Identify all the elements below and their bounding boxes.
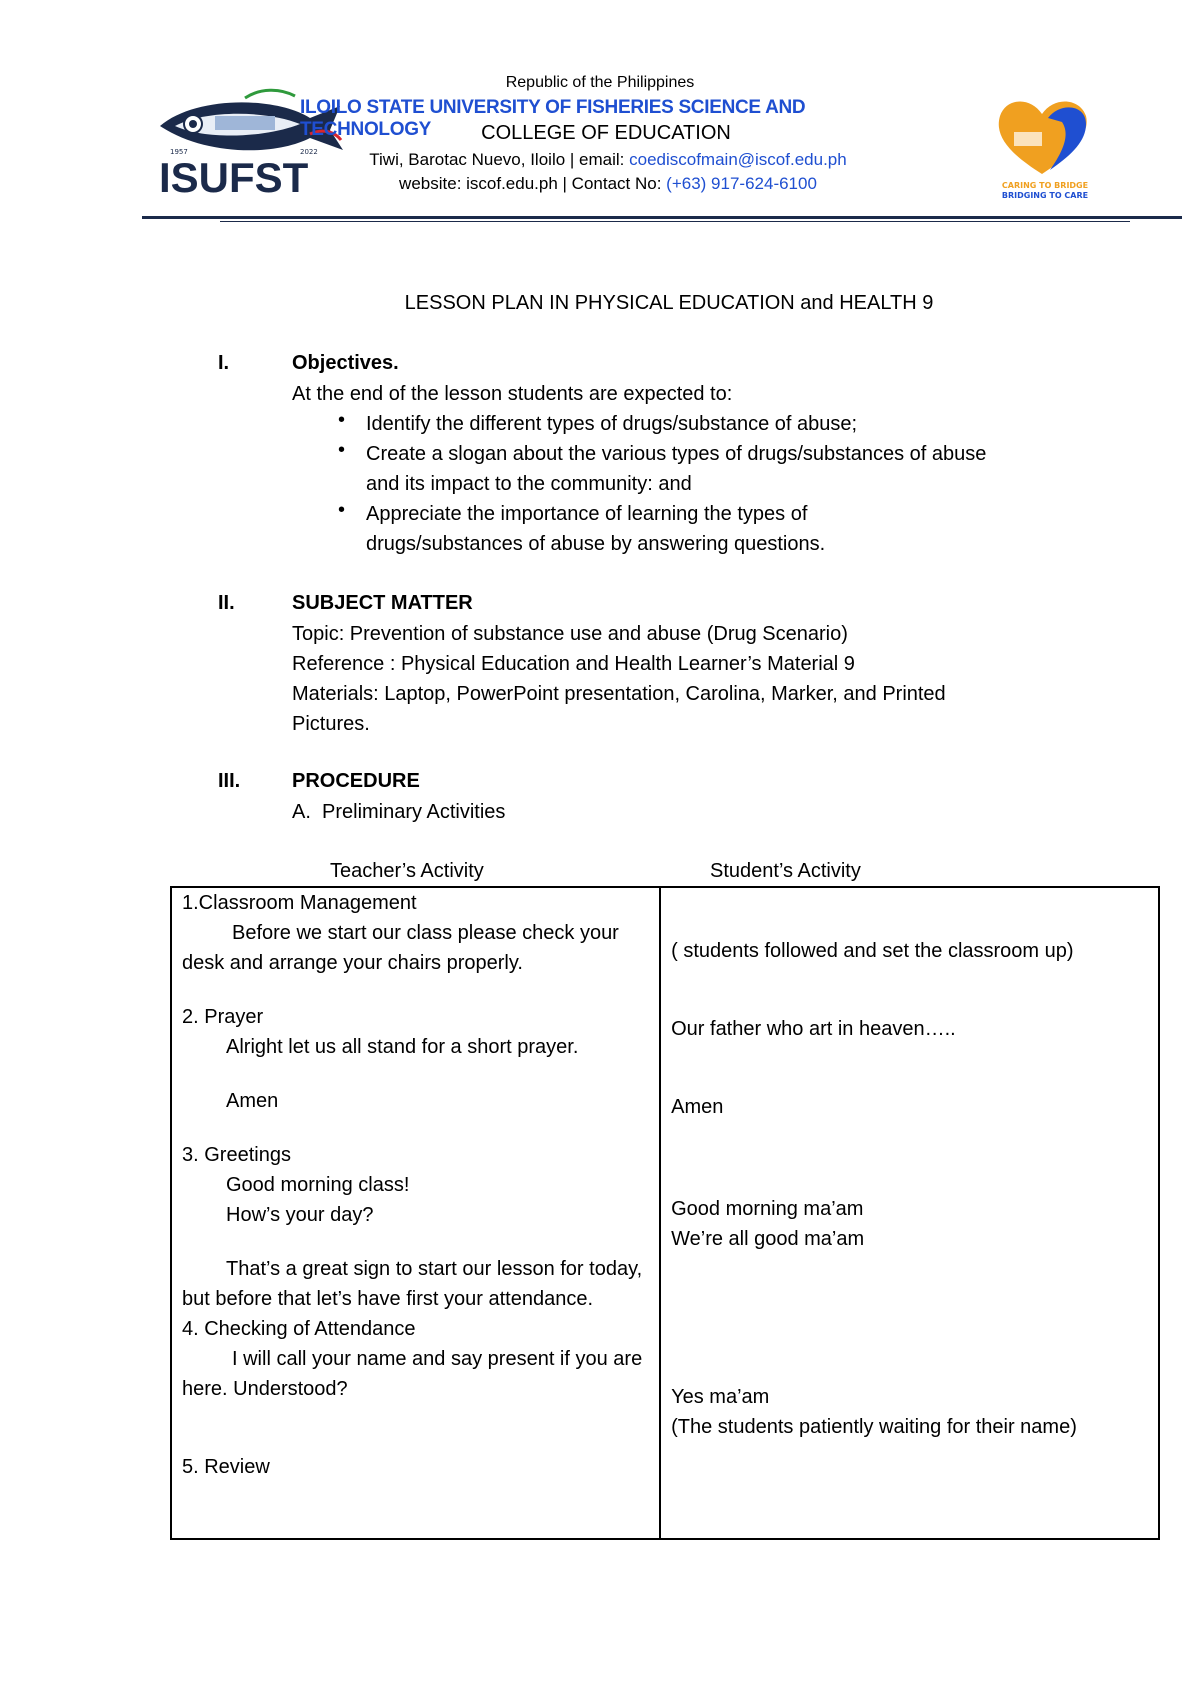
svg-text:ISUFST: ISUFST: [159, 154, 309, 201]
student-greeting-1: Good morning ma’am: [671, 1198, 864, 1220]
objectives-intro: At the end of the lesson students are expected to:: [292, 383, 733, 405]
activity-table: [170, 886, 1160, 1540]
svg-text:1957: 1957: [170, 148, 188, 156]
preliminary-activities: A. Preliminary Activities: [292, 801, 506, 823]
greetings-heading: 3. Greetings: [182, 1144, 291, 1166]
section-numeral-1: I.: [218, 352, 230, 374]
university-name: ILOILO STATE UNIVERSITY OF FISHERIES SCIENCE AND TECHNOLOGY: [300, 97, 806, 140]
teacher-activity-header: Teacher’s Activity: [330, 860, 484, 882]
contact-number: (+63) 917-624-6100: [666, 174, 817, 193]
prayer-text: Alright let us all stand for a short prayer.: [226, 1036, 579, 1058]
bullet-icon: •: [338, 409, 346, 431]
svg-text:2022: 2022: [300, 148, 318, 156]
classroom-management-heading: 1.Classroom Management: [182, 892, 417, 914]
greeting-line-1: Good morning class!: [226, 1174, 410, 1196]
procedure-heading: PROCEDURE: [292, 770, 420, 792]
bullet-icon: •: [338, 439, 346, 461]
address-text: Tiwi, Barotac Nuevo, Iloilo | email:: [369, 150, 630, 169]
greeting-line-2: How’s your day?: [226, 1204, 374, 1226]
objective-item: Appreciate the importance of learning the types of drugs/substances of abuse by answering questions.: [366, 503, 826, 555]
classroom-management-text: [182, 918, 649, 978]
student-activity-cell: [660, 887, 1159, 1539]
svg-text:BRIDGING TO CARE: BRIDGING TO CARE: [1001, 191, 1089, 200]
review-heading: 5. Review: [182, 1456, 270, 1478]
greeting-line-3: That’s a great sign to start our lesson for today, but before that let’s have first your attendance.: [182, 1258, 643, 1310]
topic-line: Topic: Prevention of substance use and abuse (Drug Scenario): [292, 623, 848, 645]
lesson-plan-title: LESSON PLAN IN PHYSICAL EDUCATION and HEALTH 9: [404, 292, 934, 314]
student-greeting-2: We’re all good ma’am: [671, 1228, 865, 1250]
attendance-text: I will call your name and say present if you are here. Understood?: [182, 1348, 643, 1400]
teacher-amen: Amen: [226, 1090, 279, 1112]
teacher-activity-cell: [171, 887, 660, 1539]
student-response-1: ( students followed and set the classroom up): [671, 940, 1074, 962]
svg-text:CARING TO BRIDGE: CARING TO BRIDGE: [1001, 181, 1089, 190]
prayer-heading: 2. Prayer: [182, 1006, 264, 1028]
republic-line: Republic of the Philippines: [505, 74, 695, 91]
student-activity-header: Student’s Activity: [710, 860, 861, 882]
website-text: website: iscof.edu.ph | Contact No:: [399, 174, 667, 193]
email-link[interactable]: coediscofmain@iscof.edu.ph: [629, 150, 847, 169]
student-attendance-2: (The students patiently waiting for their name): [671, 1416, 1077, 1438]
objectives-heading: Objectives.: [292, 352, 399, 374]
college-name: COLLEGE OF EDUCATION: [481, 122, 731, 144]
section-numeral-3: III.: [218, 770, 241, 792]
table-row: [171, 887, 1159, 1539]
classroom-management-body: Before we start our class please check your desk and arrange your chairs properly.: [182, 922, 619, 974]
header-divider-thin: [220, 221, 1130, 222]
bullet-icon: •: [338, 499, 346, 521]
objective-item: Create a slogan about the various types of drugs/substances of abuse and its impact to the community: and: [366, 443, 987, 495]
materials-line: Materials: Laptop, PowerPoint presentation, Carolina, Marker, and Printed Pictures.: [292, 683, 946, 735]
college-logo-right: [990, 92, 1100, 202]
student-amen: Amen: [671, 1096, 724, 1118]
subject-matter-heading: SUBJECT MATTER: [292, 592, 473, 614]
header-divider: [142, 216, 1182, 219]
section-numeral-2: II.: [218, 592, 235, 614]
objective-item: Identify the different types of drugs/substance of abuse;: [366, 413, 858, 435]
reference-line: Reference : Physical Education and Health Learner’s Material 9: [292, 653, 855, 675]
heart-logo-icon: [990, 92, 1100, 202]
student-attendance-1: Yes ma’am: [671, 1386, 770, 1408]
student-response-2: Our father who art in heaven…..: [671, 1018, 956, 1040]
attendance-heading: 4. Checking of Attendance: [182, 1318, 416, 1340]
